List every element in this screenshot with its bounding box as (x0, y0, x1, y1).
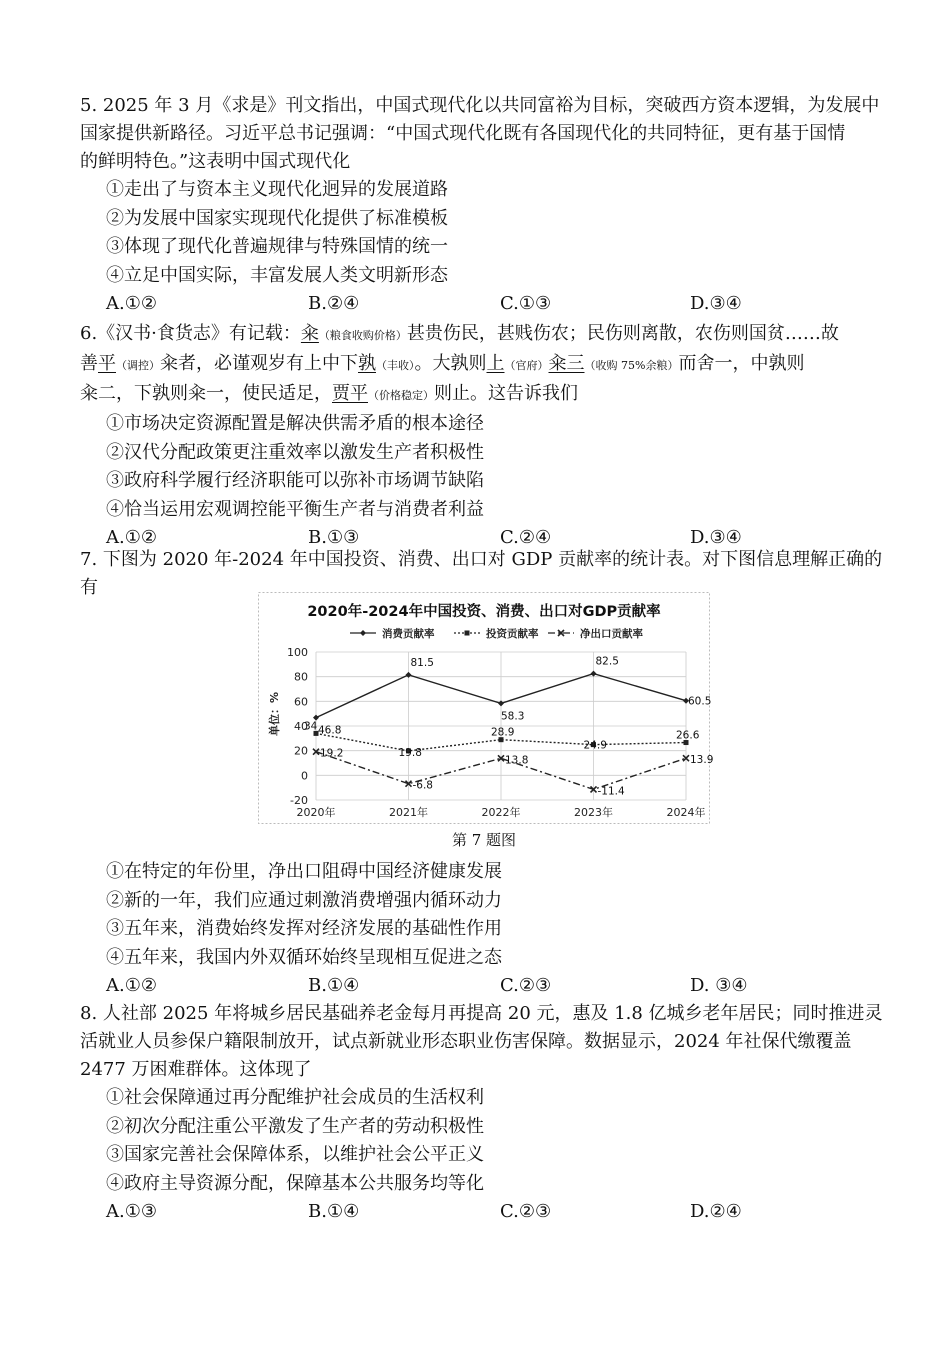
q6-text: 而舍一，中孰则 (678, 353, 805, 374)
q5-choice-b[interactable]: B.②④ (308, 293, 360, 314)
q6-choice-b[interactable]: B.①③ (308, 527, 360, 548)
q7-choices (80, 972, 910, 1000)
q5-choice-a[interactable]: A.①② (106, 293, 157, 314)
question-7-options (80, 858, 910, 1000)
q6-stem-line-1 (80, 320, 910, 350)
chart-data-label: 13.9 (690, 754, 714, 767)
q5-stem-line-2: 国家提供新路径。习近平总书记强调：“中国式现代化既有各国现代化的共同特征，更有基于国情 (80, 123, 846, 144)
q6-stem-line-3 (80, 380, 910, 410)
chart-data-label: 28.9 (491, 726, 515, 739)
q7-choice-b[interactable]: B.①④ (308, 975, 360, 996)
chart-x-tick-label: 2023年 (574, 806, 613, 819)
q8-stem-line-3: 2477 万困难群体。这体现了 (80, 1059, 312, 1080)
chart-y-tick-label: 60 (294, 695, 308, 709)
q5-stem-line-1: 5. 2025 年 3 月《求是》刊文指出，中国式现代化以共同富裕为目标，突破西方资本逻辑，为发展中 (80, 95, 880, 116)
chart-legend-label: 投资贡献率 (486, 628, 539, 640)
q6-text: 籴二，下孰则籴一，使民适足， (80, 383, 332, 404)
chart-data-label: 58.3 (501, 710, 525, 723)
q6-text: 6.《汉书·食货志》有记载： (80, 323, 301, 344)
q6-text: 善 (80, 353, 98, 374)
chart-y-tick-label: 40 (294, 720, 308, 733)
chart-svg (258, 592, 714, 824)
chart-title: 2020年-2024年中国投资、消费、出口对GDP贡献率 (307, 604, 661, 620)
chart-data-label: 19.8 (398, 746, 422, 759)
chart-data-point (591, 671, 597, 677)
chart-caption: 第 7 题图 (451, 831, 517, 849)
q5-statement-1: ①走出了与资本主义现代化迥异的发展道路 (106, 179, 448, 200)
chart-x-tick-label: 2022年 (481, 806, 521, 819)
chart-data-label: 81.5 (410, 656, 434, 669)
q6-choice-d[interactable]: D.③④ (690, 527, 742, 548)
chart-y-tick-label: 100 (287, 646, 308, 659)
chart-data-label: 26.6 (676, 729, 700, 742)
chart-data-label: -11.4 (597, 785, 625, 798)
chart-data-label: 60.5 (688, 695, 712, 708)
q5-choices (80, 290, 910, 318)
q6-term: 籴 (300, 323, 319, 344)
q7-statement-4: ④五年来，我国内外双循环始终呈现相互促进之态 (106, 946, 502, 968)
chart-legend-label: 净出口贡献率 (580, 628, 643, 640)
q6-note: （调控） (116, 359, 160, 372)
chart-y-tick-label: 80 (294, 670, 308, 684)
q7-stem-line-2: 有 (80, 577, 98, 598)
q6-statement-3: ③政府科学履行经济职能可以弥补市场调节缺陷 (106, 470, 484, 491)
chart-data-label: 82.5 (595, 655, 619, 668)
q6-text: 籴者，必谨观岁有上中下 (160, 353, 358, 374)
q7-stem-line-1: 7. 下图为 2020 年-2024 年中国投资、消费、出口对 GDP 贡献率的统计表。对下图信息理解正确的 (80, 549, 883, 570)
chart-y-tick-label: -20 (290, 794, 308, 807)
q6-statement-1: ①市场决定资源配置是解决供需矛盾的根本途径 (106, 413, 484, 434)
chart-x-tick-label: 2020年 (296, 806, 336, 819)
q7-statement-1: ①在特定的年份里，净出口阻碍中国经济健康发展 (106, 861, 502, 882)
q5-statement-2: ②为发展中国家实现现代化提供了标准模板 (106, 207, 448, 229)
q5-statement-3: ③体现了现代化普遍规律与特殊国情的统一 (106, 236, 448, 257)
q6-statement-2: ②汉代分配政策更注重效率以激发生产者积极性 (106, 441, 484, 463)
q6-term: 上 (486, 353, 505, 374)
q5-stem-line-3: 的鲜明特色。”这表明中国式现代化 (80, 151, 351, 172)
chart-legend (350, 627, 643, 640)
q7-statement-3: ③五年来，消费始终发挥对经济发展的基础性作用 (106, 918, 502, 939)
chart-data-label: 24.9 (583, 739, 607, 752)
q8-statement-2: ②初次分配注重公平激发了生产者的劳动积极性 (106, 1115, 484, 1137)
question-6 (80, 320, 910, 552)
q8-choice-a[interactable]: A.①③ (106, 1201, 157, 1222)
q8-choice-b[interactable]: B.①④ (308, 1201, 360, 1222)
chart-data-label: 34 (304, 720, 318, 733)
chart-y-tick-label: 20 (294, 744, 308, 758)
q5-statement-4: ④立足中国实际，丰富发展人类文明新形态 (106, 264, 448, 286)
q8-statement-3: ③国家完善社会保障体系，以维护社会公平正义 (106, 1144, 484, 1165)
q8-statement-1: ①社会保障通过再分配维护社会成员的生活权利 (106, 1087, 484, 1108)
q6-text: 甚贵伤民，甚贱伤农；民伤则离散，农伤则国贫……故 (406, 323, 839, 344)
q8-stem-line-2: 活就业人员参保户籍限制放开，试点新就业形态职业伤害保障。数据显示，2024 年社保代缴覆盖 (80, 1031, 852, 1052)
chart-legend-marker (360, 630, 366, 636)
q6-note: （粮食收购价格） (318, 329, 407, 342)
question-5 (80, 92, 910, 318)
q8-choice-c[interactable]: C.②③ (500, 1201, 552, 1222)
q6-term: 贾平 (332, 383, 368, 404)
q6-text: 则止。这告诉我们 (434, 383, 578, 404)
q8-choices (80, 1198, 910, 1226)
q8-choice-d[interactable]: D.②④ (690, 1201, 742, 1222)
q5-choice-d[interactable]: D.③④ (690, 293, 742, 314)
question-8 (80, 1000, 910, 1226)
chart-legend-label: 消费贡献率 (382, 628, 435, 640)
q6-note: （价格稳定） (368, 389, 434, 402)
q7-statement-2: ②新的一年，我们应通过刺激消费增强内循环动力 (106, 889, 502, 911)
chart-y-label: 单位：% (268, 691, 281, 737)
q7-choice-d[interactable]: D. ③④ (690, 975, 748, 996)
q7-choice-c[interactable]: C.②③ (500, 975, 552, 996)
chart-y-tick-label: 0 (301, 769, 308, 783)
q7-choice-a[interactable]: A.①② (106, 975, 157, 996)
q6-text: 。大孰则 (414, 353, 487, 374)
q6-term: 籴三 (548, 353, 585, 374)
q6-term: 孰 (358, 353, 376, 374)
q6-note: （收购 75%余粮） (584, 359, 679, 372)
chart-x-ticks (297, 805, 706, 819)
chart-data-label: 19.2 (320, 747, 344, 760)
chart-x-tick-label: 2021年 (389, 806, 428, 819)
chart-data-label: -6.8 (412, 779, 433, 792)
q8-stem-line-1: 8. 人社部 2025 年将城乡居民基础养老金每月再提高 20 元，惠及 1.8 亿城乡老年居民；同时推进灵 (80, 1003, 883, 1024)
q6-term: 平 (98, 353, 116, 374)
chart-legend-marker (465, 631, 470, 636)
q6-note: （官府） (504, 359, 549, 372)
q6-choice-a[interactable]: A.①② (106, 527, 157, 548)
q5-choice-c[interactable]: C.①③ (500, 293, 552, 314)
q6-statement-4: ④恰当运用宏观调控能平衡生产者与消费者利益 (106, 498, 484, 520)
gdp-contribution-chart (258, 592, 714, 824)
q6-choice-c[interactable]: C.②④ (500, 527, 552, 548)
q8-statement-4: ④政府主导资源分配，保障基本公共服务均等化 (106, 1172, 484, 1194)
chart-x-tick-label: 2024年 (666, 806, 706, 819)
q6-stem-line-2 (80, 350, 910, 380)
q6-note: （丰收） (376, 359, 415, 372)
chart-data-label: 46.8 (318, 724, 342, 737)
chart-data-label: 13.8 (505, 754, 529, 767)
